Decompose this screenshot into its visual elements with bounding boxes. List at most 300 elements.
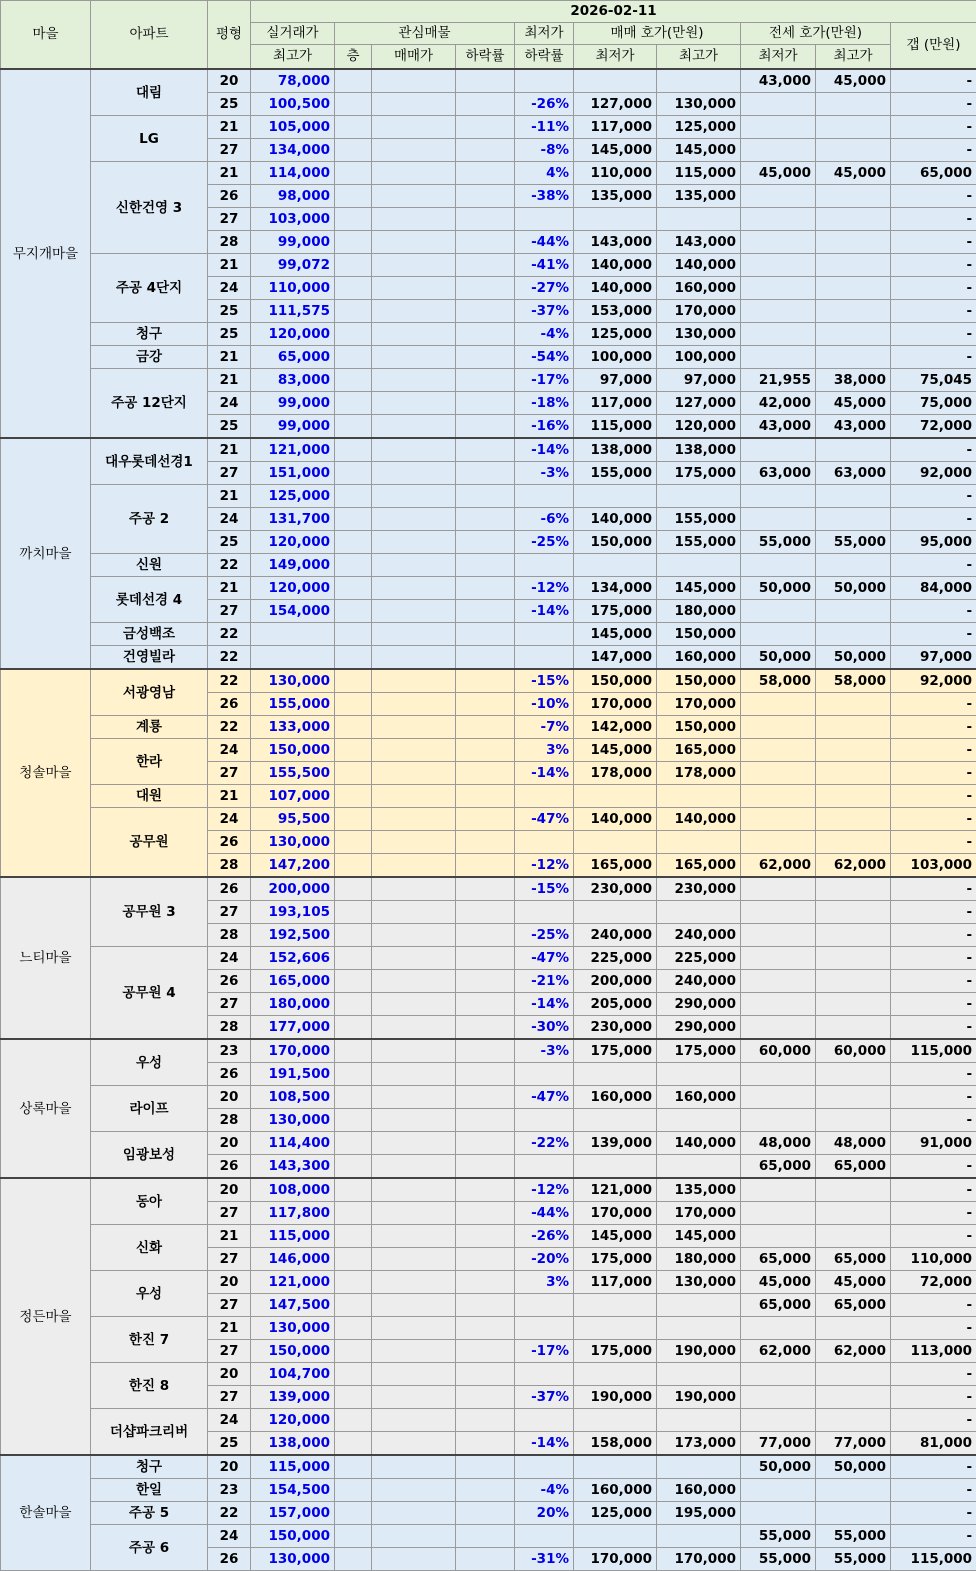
- interest-drop-rate: [456, 1548, 515, 1571]
- interest-sale-price: [372, 577, 456, 600]
- jeonse-min-price: [741, 739, 816, 762]
- sale-min-price: [574, 1317, 657, 1340]
- apartment-name: 공무원 4: [91, 947, 208, 1040]
- pyeong-cell: 20: [208, 1455, 251, 1479]
- header-date: 2026-02-11: [251, 1, 976, 23]
- jeonse-min-price: [741, 693, 816, 716]
- pyeong-cell: 25: [208, 415, 251, 439]
- interest-drop-rate: [456, 577, 515, 600]
- min-drop-rate: [515, 1109, 574, 1132]
- min-drop-rate: -14%: [515, 600, 574, 623]
- sale-min-price: 160,000: [574, 1479, 657, 1502]
- jeonse-min-price: [741, 346, 816, 369]
- interest-drop-rate: [456, 323, 515, 346]
- header-real-price: 실거래가: [251, 23, 335, 45]
- jeonse-max-price: 48,000: [816, 1132, 891, 1155]
- pyeong-cell: 22: [208, 1502, 251, 1525]
- interest-drop-rate: [456, 508, 515, 531]
- jeonse-max-price: [816, 1317, 891, 1340]
- gap-value: -: [891, 69, 976, 93]
- pyeong-cell: 24: [208, 392, 251, 415]
- gap-value: 115,000: [891, 1548, 976, 1571]
- min-drop-rate: -31%: [515, 1548, 574, 1571]
- apartment-name: 한진 8: [91, 1363, 208, 1409]
- interest-sale-price: [372, 1363, 456, 1386]
- table-row: [1, 577, 976, 600]
- interest-drop-rate: [456, 1155, 515, 1179]
- sale-max-price: 160,000: [657, 277, 741, 300]
- interest-sale-price: [372, 693, 456, 716]
- interest-floor: [335, 116, 372, 139]
- min-drop-rate: -21%: [515, 970, 574, 993]
- gap-value: -: [891, 231, 976, 254]
- sale-min-price: 230,000: [574, 1016, 657, 1040]
- interest-drop-rate: [456, 531, 515, 554]
- gap-value: -: [891, 1225, 976, 1248]
- sale-min-price: [574, 1155, 657, 1179]
- sale-max-price: 170,000: [657, 1202, 741, 1225]
- gap-value: -: [891, 1317, 976, 1340]
- interest-drop-rate: [456, 185, 515, 208]
- interest-drop-rate: [456, 1063, 515, 1086]
- real-max-price: 121,000: [251, 1271, 335, 1294]
- interest-sale-price: [372, 69, 456, 93]
- jeonse-min-price: 62,000: [741, 854, 816, 878]
- interest-floor: [335, 993, 372, 1016]
- jeonse-max-price: 50,000: [816, 1455, 891, 1479]
- table-row: [1, 323, 976, 346]
- jeonse-min-price: [741, 762, 816, 785]
- gap-value: -: [891, 901, 976, 924]
- min-drop-rate: -25%: [515, 924, 574, 947]
- interest-floor: [335, 254, 372, 277]
- interest-drop-rate: [456, 346, 515, 369]
- min-drop-rate: -37%: [515, 1386, 574, 1409]
- real-max-price: 95,500: [251, 808, 335, 831]
- jeonse-max-price: [816, 346, 891, 369]
- gap-value: -: [891, 139, 976, 162]
- sale-max-price: 230,000: [657, 877, 741, 901]
- interest-floor: [335, 69, 372, 93]
- sale-min-price: [574, 485, 657, 508]
- gap-value: 84,000: [891, 577, 976, 600]
- village-group: [1, 1039, 976, 1178]
- jeonse-max-price: [816, 508, 891, 531]
- interest-sale-price: [372, 485, 456, 508]
- interest-floor: [335, 1294, 372, 1317]
- sale-max-price: 175,000: [657, 462, 741, 485]
- real-max-price: 103,000: [251, 208, 335, 231]
- min-drop-rate: [515, 1455, 574, 1479]
- interest-sale-price: [372, 1386, 456, 1409]
- interest-drop-rate: [456, 1132, 515, 1155]
- real-max-price: 157,000: [251, 1502, 335, 1525]
- apartment-name: 신화: [91, 1225, 208, 1271]
- sale-min-price: 225,000: [574, 947, 657, 970]
- real-max-price: 147,200: [251, 854, 335, 878]
- table-row: [1, 438, 976, 462]
- jeonse-max-price: [816, 1202, 891, 1225]
- interest-floor: [335, 785, 372, 808]
- interest-drop-rate: [456, 785, 515, 808]
- pyeong-cell: 27: [208, 901, 251, 924]
- jeonse-max-price: [816, 762, 891, 785]
- jeonse-max-price: [816, 693, 891, 716]
- table-row: [1, 739, 976, 762]
- header-jeonse-asking: 전세 호가(만원): [741, 23, 891, 45]
- min-drop-rate: [515, 1409, 574, 1432]
- interest-floor: [335, 646, 372, 670]
- interest-floor: [335, 162, 372, 185]
- jeonse-max-price: [816, 1225, 891, 1248]
- jeonse-min-price: 65,000: [741, 1248, 816, 1271]
- table-row: [1, 162, 976, 185]
- interest-floor: [335, 1363, 372, 1386]
- interest-floor: [335, 877, 372, 901]
- interest-drop-rate: [456, 716, 515, 739]
- interest-drop-rate: [456, 1525, 515, 1548]
- interest-sale-price: [372, 1317, 456, 1340]
- village-group: [1, 1455, 976, 1571]
- min-drop-rate: -47%: [515, 947, 574, 970]
- sale-max-price: [657, 208, 741, 231]
- interest-drop-rate: [456, 1386, 515, 1409]
- sale-min-price: 175,000: [574, 600, 657, 623]
- interest-drop-rate: [456, 93, 515, 116]
- interest-sale-price: [372, 438, 456, 462]
- sale-min-price: 170,000: [574, 693, 657, 716]
- real-max-price: 147,500: [251, 1294, 335, 1317]
- gap-value: -: [891, 300, 976, 323]
- interest-floor: [335, 1479, 372, 1502]
- interest-sale-price: [372, 346, 456, 369]
- real-max-price: 191,500: [251, 1063, 335, 1086]
- interest-drop-rate: [456, 1294, 515, 1317]
- jeonse-min-price: [741, 600, 816, 623]
- jeonse-max-price: [816, 924, 891, 947]
- sale-min-price: 125,000: [574, 323, 657, 346]
- sale-max-price: 150,000: [657, 716, 741, 739]
- village-group: [1, 669, 976, 877]
- jeonse-min-price: [741, 1063, 816, 1086]
- min-drop-rate: -44%: [515, 231, 574, 254]
- interest-drop-rate: [456, 623, 515, 646]
- jeonse-max-price: [816, 808, 891, 831]
- interest-floor: [335, 1178, 372, 1202]
- sale-max-price: 135,000: [657, 1178, 741, 1202]
- real-max-price: 130,000: [251, 1548, 335, 1571]
- min-drop-rate: -3%: [515, 462, 574, 485]
- sale-min-price: 175,000: [574, 1340, 657, 1363]
- sale-max-price: 130,000: [657, 323, 741, 346]
- gap-value: -: [891, 716, 976, 739]
- interest-floor: [335, 924, 372, 947]
- interest-floor: [335, 554, 372, 577]
- real-max-price: [251, 646, 335, 670]
- interest-floor: [335, 1386, 372, 1409]
- jeonse-min-price: [741, 831, 816, 854]
- interest-sale-price: [372, 277, 456, 300]
- interest-floor: [335, 277, 372, 300]
- table-row: [1, 808, 976, 831]
- real-max-price: 139,000: [251, 1386, 335, 1409]
- pyeong-cell: 25: [208, 93, 251, 116]
- header-sale-max: 최고가: [657, 45, 741, 70]
- sale-max-price: 135,000: [657, 185, 741, 208]
- sale-max-price: 155,000: [657, 508, 741, 531]
- pyeong-cell: 20: [208, 1178, 251, 1202]
- interest-drop-rate: [456, 438, 515, 462]
- pyeong-cell: 20: [208, 69, 251, 93]
- sale-min-price: 153,000: [574, 300, 657, 323]
- interest-sale-price: [372, 162, 456, 185]
- table-row: [1, 877, 976, 901]
- sale-max-price: 190,000: [657, 1386, 741, 1409]
- gap-value: -: [891, 1409, 976, 1432]
- pyeong-cell: 26: [208, 831, 251, 854]
- table-row: [1, 1525, 976, 1548]
- pyeong-cell: 21: [208, 1225, 251, 1248]
- sale-min-price: 140,000: [574, 277, 657, 300]
- apartment-name: LG: [91, 116, 208, 162]
- sale-max-price: 97,000: [657, 369, 741, 392]
- gap-value: 95,000: [891, 531, 976, 554]
- jeonse-min-price: [741, 1409, 816, 1432]
- jeonse-max-price: 38,000: [816, 369, 891, 392]
- sale-min-price: 143,000: [574, 231, 657, 254]
- interest-sale-price: [372, 716, 456, 739]
- real-max-price: 125,000: [251, 485, 335, 508]
- gap-value: 72,000: [891, 415, 976, 439]
- apartment-name: 청구: [91, 323, 208, 346]
- pyeong-cell: 24: [208, 277, 251, 300]
- sale-min-price: 100,000: [574, 346, 657, 369]
- interest-sale-price: [372, 831, 456, 854]
- pyeong-cell: 24: [208, 508, 251, 531]
- interest-drop-rate: [456, 1317, 515, 1340]
- apartment-name: 건영빌라: [91, 646, 208, 670]
- interest-floor: [335, 669, 372, 693]
- interest-floor: [335, 185, 372, 208]
- jeonse-max-price: [816, 277, 891, 300]
- real-max-price: 149,000: [251, 554, 335, 577]
- jeonse-max-price: [816, 947, 891, 970]
- interest-drop-rate: [456, 1016, 515, 1040]
- header-interest-drop: 하락률: [456, 45, 515, 70]
- table-row: [1, 716, 976, 739]
- real-max-price: 130,000: [251, 831, 335, 854]
- pyeong-cell: 27: [208, 139, 251, 162]
- pyeong-cell: 24: [208, 808, 251, 831]
- jeonse-max-price: 60,000: [816, 1039, 891, 1063]
- real-max-price: 104,700: [251, 1363, 335, 1386]
- sale-max-price: 240,000: [657, 924, 741, 947]
- apartment-name: 한라: [91, 739, 208, 785]
- interest-sale-price: [372, 1455, 456, 1479]
- jeonse-min-price: [741, 1109, 816, 1132]
- interest-sale-price: [372, 1271, 456, 1294]
- sale-max-price: 115,000: [657, 162, 741, 185]
- real-max-price: 130,000: [251, 1109, 335, 1132]
- min-drop-rate: -17%: [515, 369, 574, 392]
- sale-min-price: 139,000: [574, 1132, 657, 1155]
- jeonse-max-price: [816, 231, 891, 254]
- min-drop-rate: -14%: [515, 438, 574, 462]
- min-drop-rate: -11%: [515, 116, 574, 139]
- interest-floor: [335, 577, 372, 600]
- real-max-price: 121,000: [251, 438, 335, 462]
- interest-drop-rate: [456, 1409, 515, 1432]
- interest-sale-price: [372, 208, 456, 231]
- interest-drop-rate: [456, 1479, 515, 1502]
- sale-min-price: 175,000: [574, 1039, 657, 1063]
- jeonse-max-price: 65,000: [816, 1294, 891, 1317]
- jeonse-min-price: 60,000: [741, 1039, 816, 1063]
- jeonse-min-price: 45,000: [741, 162, 816, 185]
- sale-min-price: 150,000: [574, 531, 657, 554]
- gap-value: 97,000: [891, 646, 976, 670]
- interest-drop-rate: [456, 208, 515, 231]
- interest-sale-price: [372, 531, 456, 554]
- interest-floor: [335, 762, 372, 785]
- sale-max-price: 170,000: [657, 693, 741, 716]
- pyeong-cell: 27: [208, 462, 251, 485]
- jeonse-max-price: [816, 1178, 891, 1202]
- min-drop-rate: -6%: [515, 508, 574, 531]
- interest-sale-price: [372, 646, 456, 670]
- interest-drop-rate: [456, 831, 515, 854]
- table-row: [1, 69, 976, 93]
- sale-min-price: 205,000: [574, 993, 657, 1016]
- sale-min-price: [574, 1525, 657, 1548]
- gap-value: -: [891, 1155, 976, 1179]
- header-apartment: 아파트: [91, 1, 208, 70]
- real-max-price: 100,500: [251, 93, 335, 116]
- sale-min-price: [574, 1063, 657, 1086]
- table-row: [1, 646, 976, 670]
- real-max-price: 120,000: [251, 577, 335, 600]
- pyeong-cell: 21: [208, 346, 251, 369]
- sale-max-price: [657, 1063, 741, 1086]
- min-drop-rate: -41%: [515, 254, 574, 277]
- pyeong-cell: 21: [208, 369, 251, 392]
- real-max-price: 105,000: [251, 116, 335, 139]
- sale-min-price: 170,000: [574, 1548, 657, 1571]
- gap-value: -: [891, 323, 976, 346]
- real-max-price: 200,000: [251, 877, 335, 901]
- jeonse-min-price: 65,000: [741, 1155, 816, 1179]
- sale-min-price: 140,000: [574, 254, 657, 277]
- table-row: [1, 1132, 976, 1155]
- sale-min-price: 135,000: [574, 185, 657, 208]
- jeonse-min-price: [741, 808, 816, 831]
- jeonse-min-price: [741, 438, 816, 462]
- header-floor: 층: [335, 45, 372, 70]
- sale-max-price: 178,000: [657, 762, 741, 785]
- interest-floor: [335, 323, 372, 346]
- real-max-price: 143,300: [251, 1155, 335, 1179]
- interest-floor: [335, 1063, 372, 1086]
- interest-drop-rate: [456, 1271, 515, 1294]
- interest-sale-price: [372, 762, 456, 785]
- interest-floor: [335, 1086, 372, 1109]
- sale-max-price: 120,000: [657, 415, 741, 439]
- pyeong-cell: 27: [208, 1202, 251, 1225]
- pyeong-cell: 27: [208, 1386, 251, 1409]
- interest-sale-price: [372, 623, 456, 646]
- pyeong-cell: 21: [208, 116, 251, 139]
- real-max-price: 165,000: [251, 970, 335, 993]
- sale-min-price: 147,000: [574, 646, 657, 670]
- jeonse-min-price: [741, 485, 816, 508]
- jeonse-min-price: 50,000: [741, 646, 816, 670]
- sale-max-price: 175,000: [657, 1039, 741, 1063]
- sale-min-price: 140,000: [574, 808, 657, 831]
- interest-floor: [335, 369, 372, 392]
- jeonse-max-price: [816, 1409, 891, 1432]
- real-max-price: 117,800: [251, 1202, 335, 1225]
- interest-drop-rate: [456, 600, 515, 623]
- apartment-name: 공무원: [91, 808, 208, 878]
- pyeong-cell: 21: [208, 162, 251, 185]
- sale-max-price: 195,000: [657, 1502, 741, 1525]
- village-name: 정든마을: [1, 1178, 91, 1455]
- jeonse-max-price: [816, 438, 891, 462]
- table-row: [1, 1455, 976, 1479]
- interest-floor: [335, 346, 372, 369]
- jeonse-min-price: 77,000: [741, 1432, 816, 1456]
- interest-sale-price: [372, 1039, 456, 1063]
- sale-min-price: 145,000: [574, 1225, 657, 1248]
- jeonse-min-price: 45,000: [741, 1271, 816, 1294]
- table-header: [1, 1, 976, 70]
- sale-max-price: 138,000: [657, 438, 741, 462]
- sale-min-price: 175,000: [574, 1248, 657, 1271]
- interest-drop-rate: [456, 993, 515, 1016]
- min-drop-rate: -54%: [515, 346, 574, 369]
- sale-max-price: 100,000: [657, 346, 741, 369]
- pyeong-cell: 27: [208, 1340, 251, 1363]
- jeonse-max-price: [816, 1109, 891, 1132]
- jeonse-min-price: 62,000: [741, 1340, 816, 1363]
- gap-value: -: [891, 1502, 976, 1525]
- pyeong-cell: 24: [208, 1525, 251, 1548]
- sale-min-price: [574, 831, 657, 854]
- sale-min-price: 190,000: [574, 1386, 657, 1409]
- sale-min-price: 200,000: [574, 970, 657, 993]
- sale-max-price: [657, 831, 741, 854]
- apartment-name: 한진 7: [91, 1317, 208, 1363]
- gap-value: -: [891, 762, 976, 785]
- pyeong-cell: 25: [208, 323, 251, 346]
- pyeong-cell: 24: [208, 1409, 251, 1432]
- min-drop-rate: -4%: [515, 1479, 574, 1502]
- sale-min-price: 155,000: [574, 462, 657, 485]
- pyeong-cell: 21: [208, 785, 251, 808]
- gap-value: -: [891, 438, 976, 462]
- table-row: [1, 1409, 976, 1432]
- pyeong-cell: 20: [208, 1086, 251, 1109]
- gap-value: -: [891, 93, 976, 116]
- real-max-price: 155,500: [251, 762, 335, 785]
- min-drop-rate: -14%: [515, 762, 574, 785]
- real-max-price: 170,000: [251, 1039, 335, 1063]
- real-max-price: 120,000: [251, 323, 335, 346]
- jeonse-min-price: [741, 993, 816, 1016]
- gap-value: -: [891, 877, 976, 901]
- real-max-price: 133,000: [251, 716, 335, 739]
- apartment-name: 금강: [91, 346, 208, 369]
